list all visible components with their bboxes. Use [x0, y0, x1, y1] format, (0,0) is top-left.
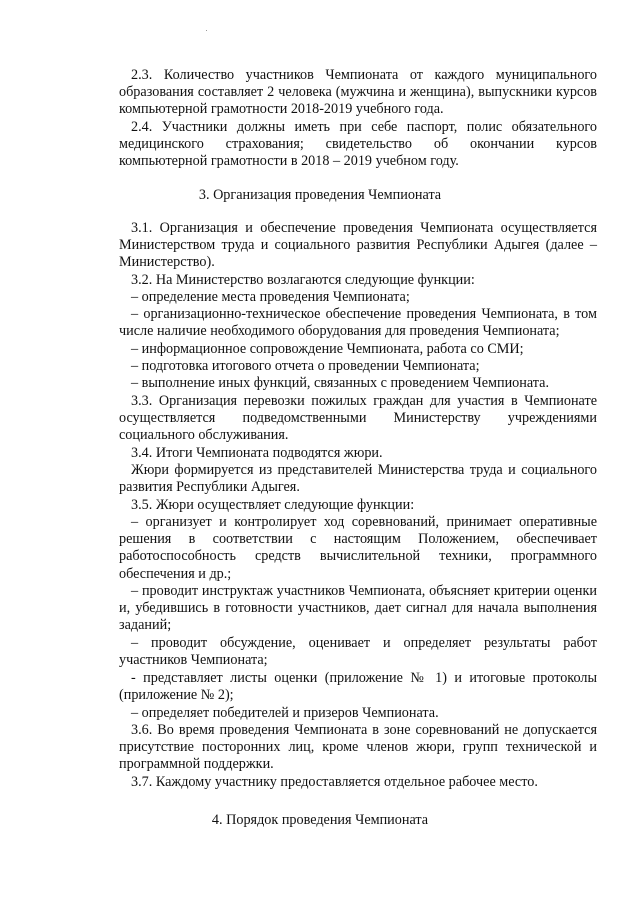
- section-4-heading: 4. Порядок проведения Чемпионата: [211, 812, 429, 828]
- function-item-1: – определение места проведения Чемпионата;: [131, 289, 410, 305]
- function-item-4: – подготовка итогового отчета о проведении Чемпионата;: [131, 358, 480, 374]
- jury-function-5: – определяет победителей и призеров Чемпионата.: [131, 705, 439, 721]
- jury-function-1: – организует и контролирует ход соревнований, принимает оперативные решения в соответствии с настоящим Положением, обеспечивает работоспособность средств вычислительной техники, программного обеспечения и др.;: [119, 514, 597, 582]
- section-3-heading: 3. Организация проведения Чемпионата: [198, 187, 442, 203]
- jury-function-4: - представляет листы оценки (приложение № 1) и итоговые протоколы (приложение № 2);: [119, 670, 597, 704]
- paragraph-2-4: 2.4. Участники должны иметь при себе паспорт, полис обязательного медицинского страхования; свидетельство об окончании курсов компьютерной грамотности в 2018 – 2019 учебном году.: [119, 119, 597, 170]
- paragraph-3-5: 3.5. Жюри осуществляет следующие функции:: [131, 497, 415, 513]
- function-item-3: – информационное сопровождение Чемпионата, работа со СМИ;: [131, 341, 524, 357]
- paragraph-2-3: 2.3. Количество участников Чемпионата от каждого муниципального образования составляет 2 человека (мужчина и женщина), выпускники курсов компьютерной грамотности 2018-2019 учебного года.: [119, 67, 597, 118]
- paragraph-3-2: 3.2. На Министерство возлагаются следующие функции:: [131, 272, 475, 288]
- function-item-2: – организационно-техническое обеспечение проведения Чемпионата, в том числе наличие необходимого оборудования для проведения Чемпионата;: [119, 306, 597, 340]
- jury-function-3: – проводит обсуждение, оценивает и определяет результаты работ участников Чемпионата;: [119, 635, 597, 669]
- paragraph-3-4: 3.4. Итоги Чемпионата подводятся жюри.: [131, 445, 383, 461]
- scan-speck: [206, 30, 207, 31]
- jury-function-2: – проводит инструктаж участников Чемпионата, объясняет критерии оценки и, убедившись в готовности участников, дает сигнал для начала выполнения заданий;: [119, 583, 597, 634]
- paragraph-3-7: 3.7. Каждому участнику предоставляется отдельное рабочее место.: [131, 774, 538, 790]
- paragraph-3-1: 3.1. Организация и обеспечение проведения Чемпионата осуществляется Министерством труда и социального развития Республики Адыгея (далее – Министерство).: [119, 220, 597, 271]
- jury-composition: Жюри формируется из представителей Министерства труда и социального развития Республики Адыгея.: [119, 462, 597, 496]
- paragraph-3-6: 3.6. Во время проведения Чемпионата в зоне соревнований не допускается присутствие посторонних лиц, кроме членов жюри, групп технической и программной поддержки.: [119, 722, 597, 773]
- function-item-5: – выполнение иных функций, связанных с проведением Чемпионата.: [131, 375, 549, 391]
- paragraph-3-3: 3.3. Организация перевозки пожилых граждан для участия в Чемпионате осуществляется подведомственными Министерству учреждениями социального обслуживания.: [119, 393, 597, 444]
